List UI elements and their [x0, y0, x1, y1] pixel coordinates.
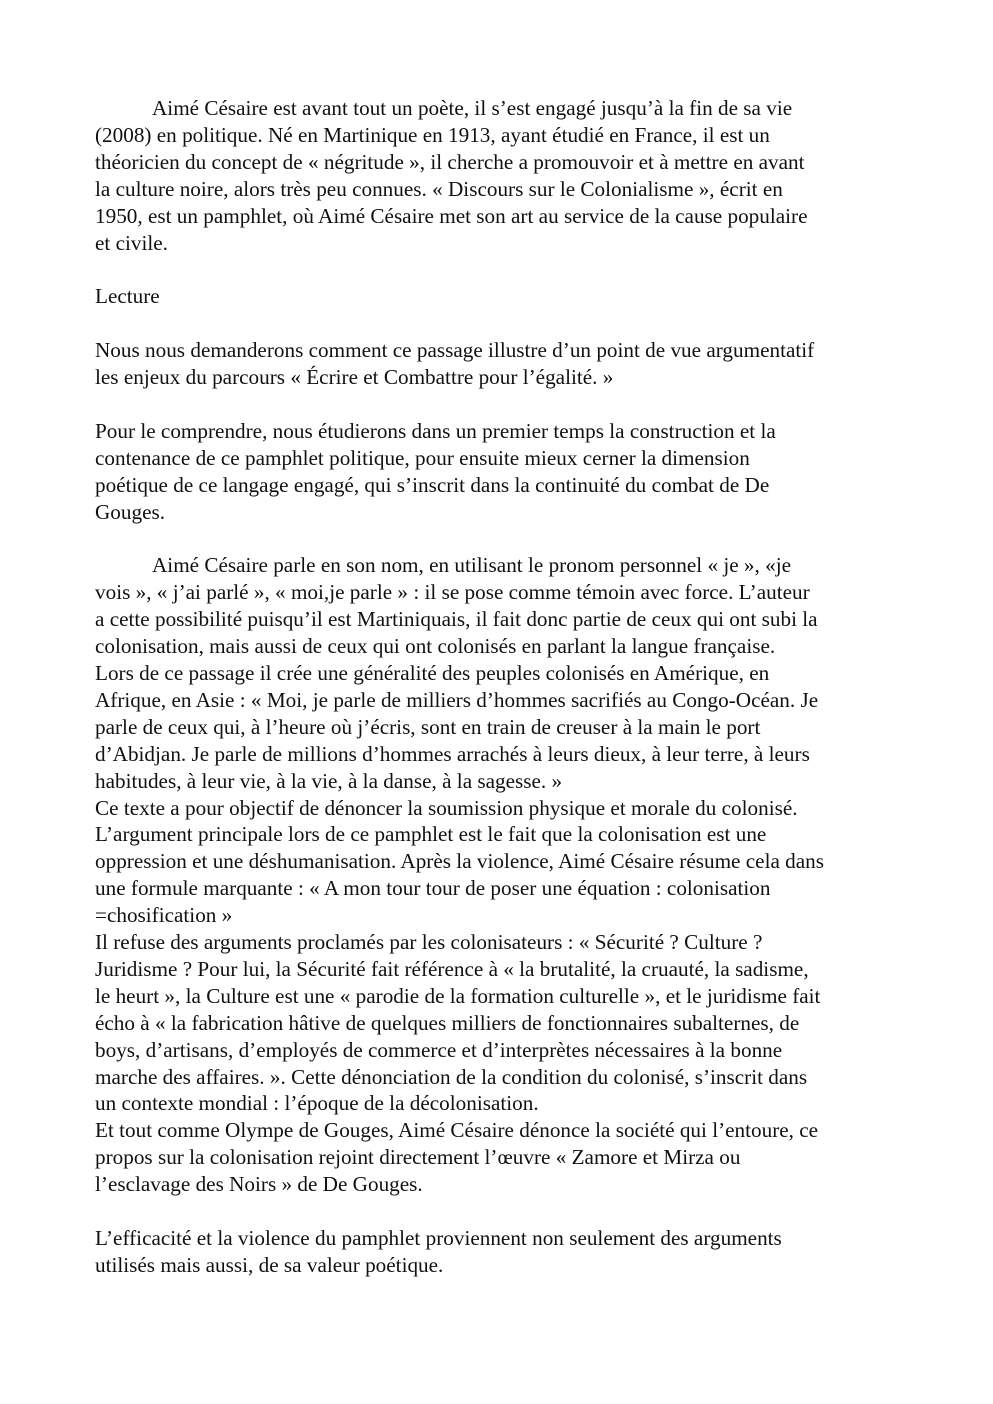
- plan-paragraph: Pour le comprendre, nous étudierons dans un premier temps la construction et la contenance de ce pamphlet politique, pour ensuite mieux cerner la dimension poétique de ce langage engagé, qui s’inscrit dans la continuité du combat de De Gouges.: [95, 418, 776, 524]
- paragraph-gap: [95, 525, 905, 552]
- paragraph-gap: [95, 256, 905, 283]
- paragraph-gap: [95, 310, 905, 337]
- analysis-paragraph: Aimé Césaire parle en son nom, en utilisant le pronom personnel « je », «je vois », « j’ai parlé », « moi,je parle » : il se pose comme témoin avec force. L’auteur a cette possibilité puisqu’il est Martiniquais, il fait donc partie de ceux qui ont subi la colonisation, mais aussi de ceux qui ont colonisés en parlant la langue française. Lors de ce passage il crée une généralité des peuples colonisés en Amérique, en Afrique, en Asie : « Moi, je parle de milliers d’hommes sacrifiés au Congo-Océan. Je parle de ceux qui, à l’heure où j’écris, sont en train de creuser à la main le port d’Abidjan. Je parle de millions d’hommes arrachés à leurs dieux, à leur terre, à leurs habitudes, à leur vie, à la vie, à la danse, à la sagesse. » Ce texte a pour objectif de dénoncer la soumission physique et morale du colonisé. L’argument principale lors de ce pamphlet est le fait que la colonisation est une oppression et une déshumanisation. Après la violence, Aimé Césaire résume cela dans une formule marquante : « A mon tour tour de poser une équation : colonisation =chosification » Il refuse des arguments proclamés par les colonisateurs : « Sécurité ? Culture ? Juridisme ? Pour lui, la Sécurité fait référence à « la brutalité, la cruauté, la sadisme, le heurt », la Culture est une « parodie de la formation culturelle », et le juridisme fait écho à « la fabrication hâtive de quelques milliers de fonctionnaires subalternes, de boys, d’artisans, d’employés de commerce et d’interprètes nécessaires à la bonne marche des affaires. ». Cette dénonciation de la condition du colonisé, s’inscrit dans un contexte mondial : l’époque de la décolonisation. Et tout comme Olympe de Gouges, Aimé Césaire dénonce la société qui l’entoure, ce propos sur la colonisation rejoint directement l’œuvre « Zamore et Mirza ou l’esclavage des Noirs » de De Gouges.: [95, 553, 824, 1197]
- intro-paragraph: Aimé Césaire est avant tout un poète, il s’est engagé jusqu’à la fin de sa vie (2008) en politique. Né en Martinique en 1913, ayant étudié en France, il est un théoricien du concept de « négritude », il cherche a promouvoir et à mettre en avant la culture noire, alors très peu connues. « Discours sur le Colonialisme », écrit en 1950, est un pamphlet, où Aimé Césaire met son art au service de la cause populaire et civile.: [95, 96, 808, 255]
- paragraph-gap: [95, 1198, 905, 1225]
- paragraph-gap: [95, 391, 905, 418]
- problematic-paragraph: Nous nous demanderons comment ce passage illustre d’un point de vue argumentatif les enjeux du parcours « Écrire et Combattre pour l’égalité. »: [95, 338, 815, 390]
- lecture-heading: Lecture: [95, 284, 160, 309]
- transition-paragraph: L’efficacité et la violence du pamphlet proviennent non seulement des arguments utilisés mais aussi, de sa valeur poétique.: [95, 1225, 782, 1277]
- document-text: [95, 95, 905, 1279]
